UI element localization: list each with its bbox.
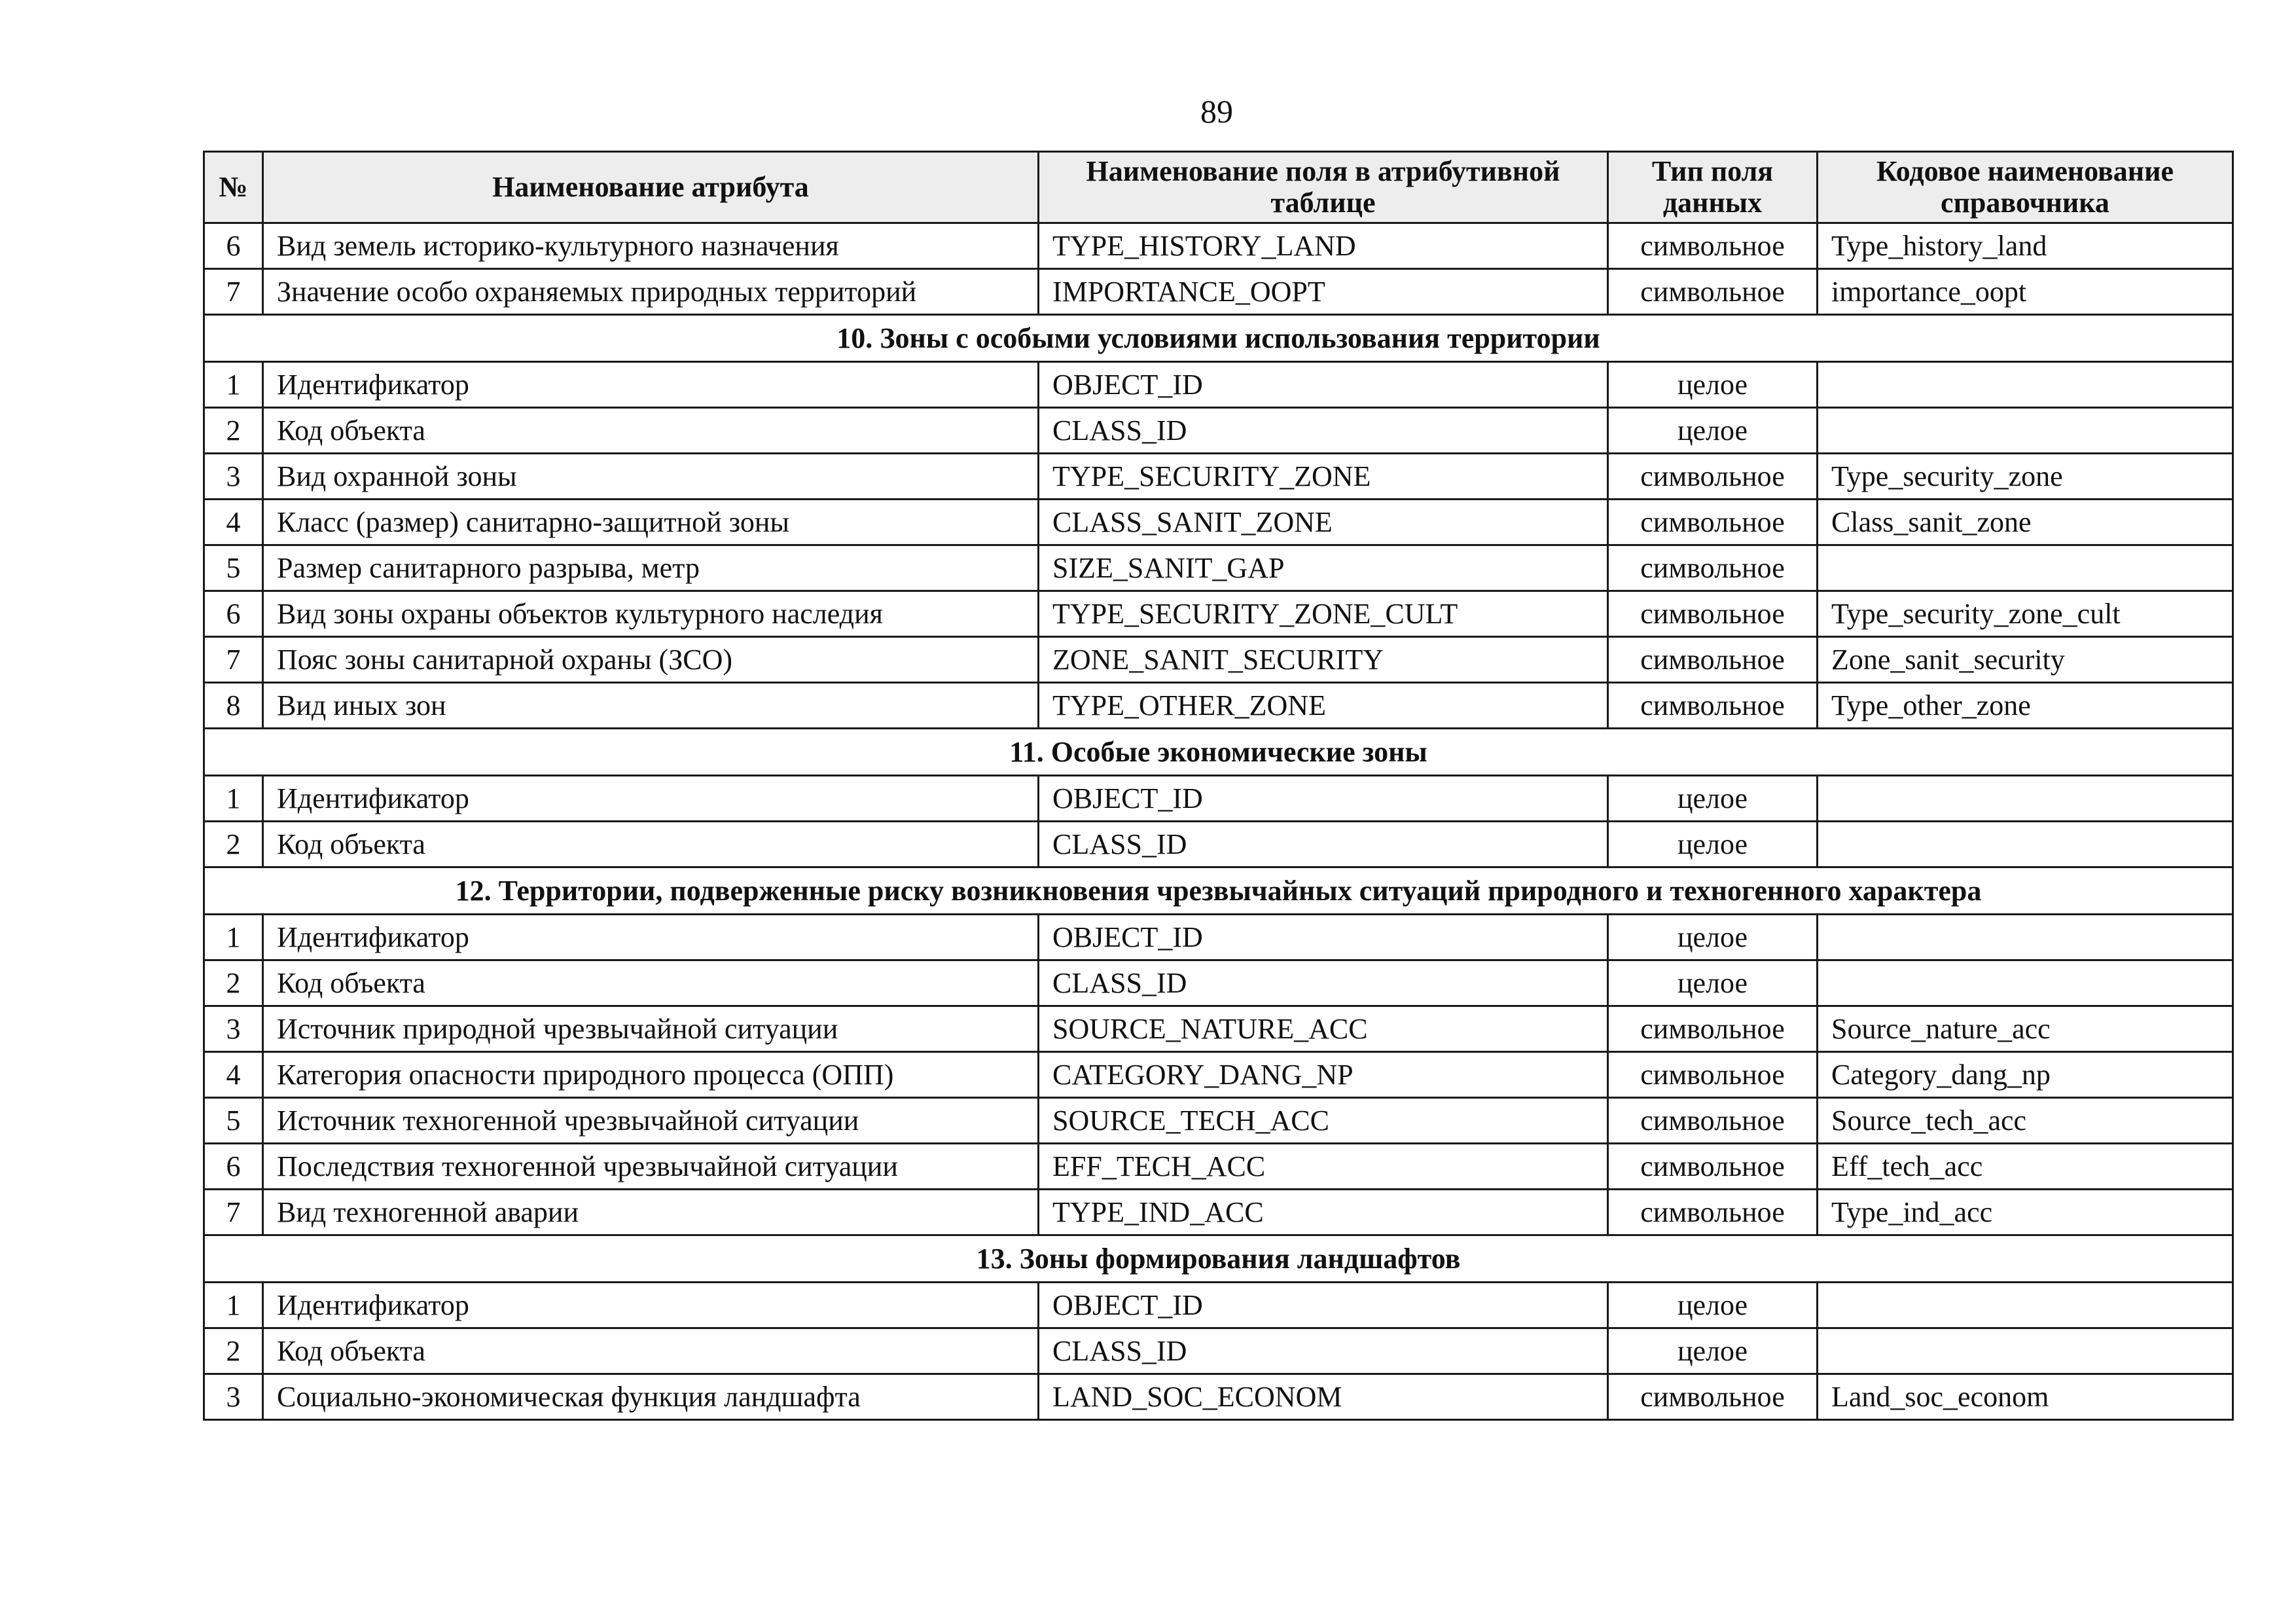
attribute-name: Вид земель историко-культурного назначения: [263, 223, 1039, 269]
table-row: [204, 822, 2233, 867]
row-number: 7: [204, 1190, 263, 1235]
header-row: [204, 152, 2233, 223]
table-row: [204, 915, 2233, 960]
table-row: [204, 1374, 2233, 1420]
page-number: 89: [1200, 93, 1233, 130]
data-type: символьное: [1608, 500, 1818, 545]
attribute-name: Вид зоны охраны объектов культурного наследия: [263, 591, 1039, 637]
attribute-name: Идентификатор: [263, 362, 1039, 408]
row-number: 8: [204, 683, 263, 729]
section-title: 10. Зоны с особыми условиями использования территории: [204, 315, 2233, 362]
section-row: [204, 1235, 2233, 1283]
data-type: целое: [1608, 1328, 1818, 1374]
reference-code: Zone_sanit_security: [1818, 637, 2233, 683]
table-row: [204, 1190, 2233, 1235]
data-type: целое: [1608, 915, 1818, 960]
section-row: [204, 315, 2233, 362]
header-attribute: Наименование атрибута: [263, 152, 1039, 223]
attribute-name: Источник техногенной чрезвычайной ситуации: [263, 1098, 1039, 1144]
row-number: 2: [204, 408, 263, 454]
attribute-name: Идентификатор: [263, 776, 1039, 822]
data-type: символьное: [1608, 1190, 1818, 1235]
section-title: 11. Особые экономические зоны: [204, 729, 2233, 776]
table-row: [204, 1052, 2233, 1098]
data-type: символьное: [1608, 1144, 1818, 1190]
field-name: SOURCE_TECH_ACC: [1039, 1098, 1608, 1144]
reference-code: [1818, 545, 2233, 591]
data-type: символьное: [1608, 269, 1818, 315]
field-name: CLASS_ID: [1039, 822, 1608, 867]
table-row: [204, 960, 2233, 1006]
table-row: [204, 362, 2233, 408]
row-number: 3: [204, 454, 263, 500]
field-name: CLASS_ID: [1039, 408, 1608, 454]
header-field: Наименование поля в атрибутивной таблице: [1039, 152, 1608, 223]
attribute-name: Код объекта: [263, 960, 1039, 1006]
attribute-name: Идентификатор: [263, 915, 1039, 960]
field-name: TYPE_HISTORY_LAND: [1039, 223, 1608, 269]
table-row: [204, 1098, 2233, 1144]
attribute-name: Класс (размер) санитарно-защитной зоны: [263, 500, 1039, 545]
row-number: 2: [204, 1328, 263, 1374]
attribute-table: [203, 151, 2234, 1421]
field-name: CLASS_ID: [1039, 1328, 1608, 1374]
data-type: символьное: [1608, 1052, 1818, 1098]
data-type: символьное: [1608, 591, 1818, 637]
reference-code: [1818, 915, 2233, 960]
table-row: [204, 1283, 2233, 1328]
reference-code: Eff_tech_acc: [1818, 1144, 2233, 1190]
field-name: TYPE_SECURITY_ZONE: [1039, 454, 1608, 500]
data-type: символьное: [1608, 454, 1818, 500]
table-row: [204, 408, 2233, 454]
reference-code: Type_security_zone_cult: [1818, 591, 2233, 637]
row-number: 6: [204, 591, 263, 637]
field-name: IMPORTANCE_OOPT: [1039, 269, 1608, 315]
reference-code: Land_soc_econom: [1818, 1374, 2233, 1420]
header-code: Кодовое наименование справочника: [1818, 152, 2233, 223]
attribute-name: Источник природной чрезвычайной ситуации: [263, 1006, 1039, 1052]
attribute-name: Вид иных зон: [263, 683, 1039, 729]
data-type: целое: [1608, 362, 1818, 408]
attribute-name: Размер санитарного разрыва, метр: [263, 545, 1039, 591]
data-type: целое: [1608, 408, 1818, 454]
table-row: [204, 1144, 2233, 1190]
reference-code: [1818, 1328, 2233, 1374]
reference-code: [1818, 408, 2233, 454]
attribute-name: Код объекта: [263, 1328, 1039, 1374]
row-number: 6: [204, 1144, 263, 1190]
table-row: [204, 1328, 2233, 1374]
attribute-name: Код объекта: [263, 822, 1039, 867]
row-number: 1: [204, 1283, 263, 1328]
reference-code: [1818, 1283, 2233, 1328]
reference-code: [1818, 362, 2233, 408]
reference-code: [1818, 822, 2233, 867]
field-name: CLASS_ID: [1039, 960, 1608, 1006]
attribute-name: Значение особо охраняемых природных территорий: [263, 269, 1039, 315]
reference-code: Source_nature_acc: [1818, 1006, 2233, 1052]
header-type: Тип поля данных: [1608, 152, 1818, 223]
section-row: [204, 867, 2233, 915]
section-title: 12. Территории, подверженные риску возникновения чрезвычайных ситуаций природного и техногенного характера: [204, 867, 2233, 915]
reference-code: Category_dang_np: [1818, 1052, 2233, 1098]
attribute-name: Последствия техногенной чрезвычайной ситуации: [263, 1144, 1039, 1190]
data-type: символьное: [1608, 545, 1818, 591]
reference-code: [1818, 776, 2233, 822]
table-body: [204, 223, 2233, 1420]
attribute-name: Вид техногенной аварии: [263, 1190, 1039, 1235]
table-row: [204, 591, 2233, 637]
reference-code: Class_sanit_zone: [1818, 500, 2233, 545]
table-row: [204, 223, 2233, 269]
row-number: 3: [204, 1374, 263, 1420]
data-type: символьное: [1608, 1374, 1818, 1420]
field-name: ZONE_SANIT_SECURITY: [1039, 637, 1608, 683]
row-number: 5: [204, 1098, 263, 1144]
reference-code: importance_oopt: [1818, 269, 2233, 315]
attribute-name: Вид охранной зоны: [263, 454, 1039, 500]
row-number: 3: [204, 1006, 263, 1052]
reference-code: [1818, 960, 2233, 1006]
table-row: [204, 683, 2233, 729]
data-type: целое: [1608, 960, 1818, 1006]
row-number: 5: [204, 545, 263, 591]
row-number: 6: [204, 223, 263, 269]
header-num: №: [204, 152, 263, 223]
row-number: 1: [204, 362, 263, 408]
section-row: [204, 729, 2233, 776]
field-name: SOURCE_NATURE_ACC: [1039, 1006, 1608, 1052]
table-row: [204, 500, 2233, 545]
row-number: 4: [204, 500, 263, 545]
field-name: EFF_TECH_ACC: [1039, 1144, 1608, 1190]
row-number: 2: [204, 822, 263, 867]
reference-code: Type_history_land: [1818, 223, 2233, 269]
data-type: символьное: [1608, 683, 1818, 729]
table-row: [204, 776, 2233, 822]
table-row: [204, 545, 2233, 591]
row-number: 1: [204, 915, 263, 960]
field-name: TYPE_OTHER_ZONE: [1039, 683, 1608, 729]
table-row: [204, 269, 2233, 315]
table-row: [204, 454, 2233, 500]
field-name: SIZE_SANIT_GAP: [1039, 545, 1608, 591]
attribute-name: Пояс зоны санитарной охраны (ЗСО): [263, 637, 1039, 683]
data-type: целое: [1608, 822, 1818, 867]
field-name: TYPE_SECURITY_ZONE_CULT: [1039, 591, 1608, 637]
attribute-name: Код объекта: [263, 408, 1039, 454]
table-row: [204, 637, 2233, 683]
table-header: [204, 152, 2233, 223]
reference-code: Type_other_zone: [1818, 683, 2233, 729]
attribute-name: Категория опасности природного процесса (ОПП): [263, 1052, 1039, 1098]
reference-code: Type_security_zone: [1818, 454, 2233, 500]
row-number: 7: [204, 637, 263, 683]
reference-code: Type_ind_acc: [1818, 1190, 2233, 1235]
data-type: символьное: [1608, 1098, 1818, 1144]
row-number: 4: [204, 1052, 263, 1098]
field-name: CATEGORY_DANG_NP: [1039, 1052, 1608, 1098]
data-type: символьное: [1608, 223, 1818, 269]
data-type: символьное: [1608, 637, 1818, 683]
reference-code: Source_tech_acc: [1818, 1098, 2233, 1144]
row-number: 1: [204, 776, 263, 822]
attribute-name: Социально-экономическая функция ландшафта: [263, 1374, 1039, 1420]
row-number: 2: [204, 960, 263, 1006]
field-name: LAND_SOC_ECONOM: [1039, 1374, 1608, 1420]
attribute-table-container: [203, 151, 2232, 1421]
attribute-name: Идентификатор: [263, 1283, 1039, 1328]
field-name: OBJECT_ID: [1039, 1283, 1608, 1328]
field-name: OBJECT_ID: [1039, 362, 1608, 408]
section-title: 13. Зоны формирования ландшафтов: [204, 1235, 2233, 1283]
data-type: символьное: [1608, 1006, 1818, 1052]
field-name: CLASS_SANIT_ZONE: [1039, 500, 1608, 545]
data-type: целое: [1608, 776, 1818, 822]
table-row: [204, 1006, 2233, 1052]
field-name: OBJECT_ID: [1039, 776, 1608, 822]
field-name: OBJECT_ID: [1039, 915, 1608, 960]
data-type: целое: [1608, 1283, 1818, 1328]
row-number: 7: [204, 269, 263, 315]
field-name: TYPE_IND_ACC: [1039, 1190, 1608, 1235]
